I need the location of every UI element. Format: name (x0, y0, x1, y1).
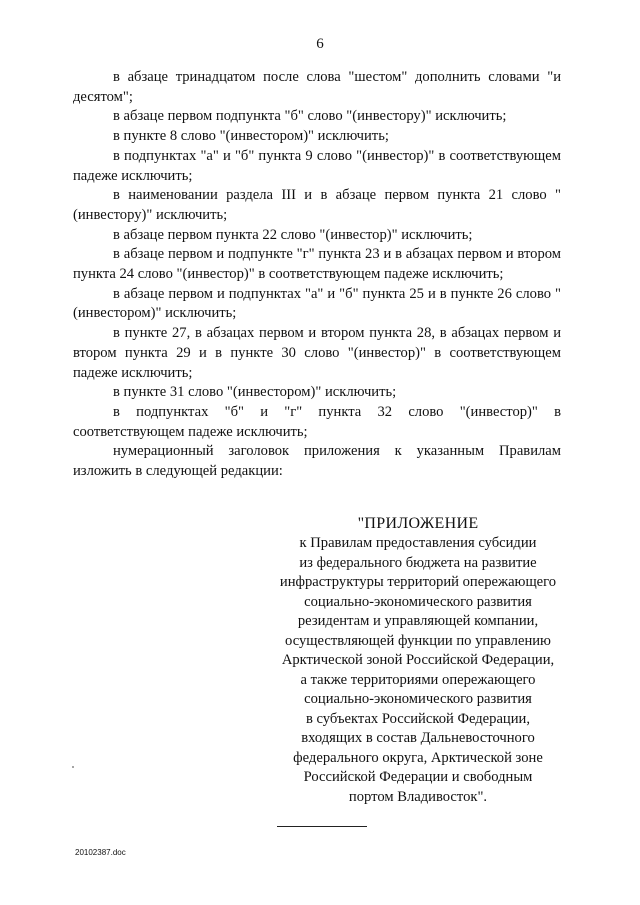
appendix-line: портом Владивосток". (348, 788, 488, 805)
footer-filename: 20102387.doc (75, 848, 126, 857)
paragraph: в подпунктах "б" и "г" пункта 32 слово "(инвестор)" в соответствующем падеже исключить; (73, 403, 561, 440)
page-number: 6 (316, 36, 324, 52)
end-rule-divider (277, 826, 367, 827)
appendix-line: в субъектах Российской Федерации, (305, 710, 531, 727)
paragraph: в абзаце тринадцатом после слова "шестом" дополнить словами "и десятом"; (73, 69, 561, 105)
appendix-line: к Правилам предоставления субсидии (299, 535, 537, 551)
document-body (73, 68, 561, 482)
appendix-title: "ПРИЛОЖЕНИЕ (357, 515, 479, 532)
appendix-line: из федерального бюджета на развитие (299, 554, 537, 571)
paragraph: в абзаце первом и подпунктах "а" и "б" пункта 25 и в пункте 26 слово "(инвестором)" исключить; (73, 285, 561, 322)
paragraph: в абзаце первом пункта 22 слово "(инвестор)" исключить; (113, 226, 473, 243)
appendix-line: Арктической зоной Российской Федерации, (281, 652, 555, 668)
appendix-heading (270, 514, 566, 807)
paragraph: в пункте 31 слово "(инвестором)" исключить; (113, 384, 397, 401)
paragraph: в абзаце первом подпункта "б" слово "(инвестору)" исключить; (113, 108, 507, 125)
appendix-line: входящих в состав Дальневосточного (301, 730, 535, 746)
paragraph: нумерационный заголовок приложения к указанным Правилам изложить в следующей редакции: (73, 443, 561, 480)
paragraph: в наименовании раздела III и в абзаце первом пункта 21 слово "(инвестору)" исключить; (73, 187, 561, 223)
paragraph: в пункте 27, в абзацах первом и втором пункта 28, в абзацах первом и втором пункта 29 и в пункте 30 слово "(инвестор)" в соответствующем падеже исключить; (73, 325, 561, 381)
appendix-line: федерального округа, Арктической зоне (293, 749, 543, 766)
appendix-line: инфраструктуры территорий опережающего (279, 574, 557, 590)
appendix-line: а также территориями опережающего (300, 671, 536, 688)
scan-speck (72, 766, 74, 768)
appendix-line: осуществляющей функции по управлению (285, 632, 551, 649)
appendix-line: социально-экономического развития (304, 691, 532, 707)
paragraph: в подпунктах "а" и "б" пункта 9 слово "(инвестор)" в соответствующем падеже исключить; (73, 147, 561, 184)
paragraph: в пункте 8 слово "(инвестором)" исключить; (113, 128, 389, 145)
appendix-line: резидентам и управляющей компании, (297, 613, 539, 629)
appendix-line: социально-экономического развития (304, 593, 532, 610)
appendix-line: Российской Федерации и свободным (303, 769, 533, 785)
paragraph: в абзаце первом и подпункте "г" пункта 23 и в абзацах первом и втором пункта 24 слово "(инвестор)" в соответствующем падеже исключить; (73, 246, 561, 283)
